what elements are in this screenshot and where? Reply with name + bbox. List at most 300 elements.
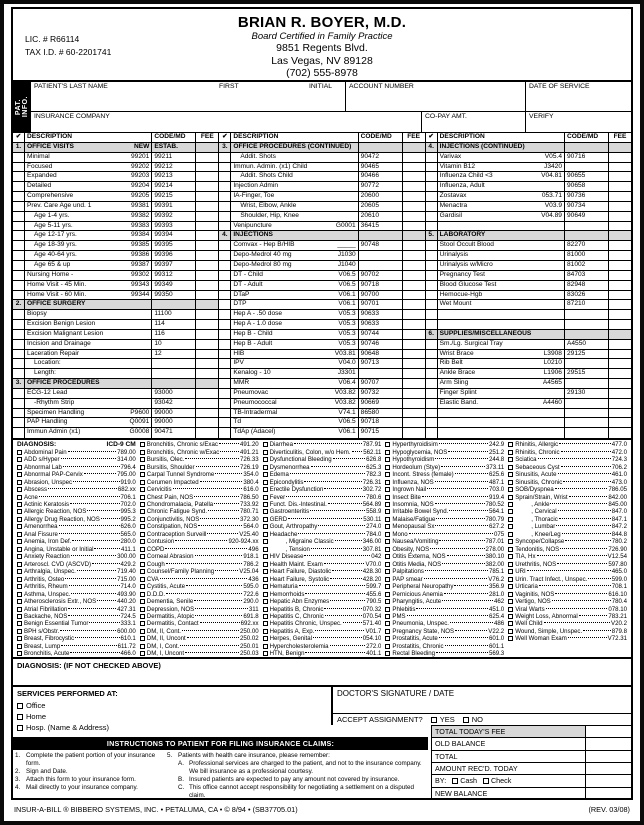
- service-checkbox-cell[interactable]: [219, 359, 231, 368]
- service-checkbox-cell[interactable]: [219, 222, 231, 231]
- service-checkbox-cell[interactable]: [219, 271, 231, 280]
- diagnosis-checkbox[interactable]: [385, 592, 390, 597]
- diagnosis-checkbox[interactable]: [385, 532, 390, 537]
- diagnosis-checkbox[interactable]: [17, 517, 22, 522]
- diagnosis-checkbox[interactable]: [385, 472, 390, 477]
- fee-value-cell[interactable]: [585, 726, 631, 737]
- service-checkbox-cell[interactable]: [219, 192, 231, 201]
- service-fee-cell[interactable]: [403, 212, 425, 221]
- diagnosis-checkbox[interactable]: [263, 539, 268, 544]
- diagnosis-checkbox[interactable]: [17, 532, 22, 537]
- service-checkbox-cell[interactable]: [219, 369, 231, 378]
- service-checkbox-cell[interactable]: [426, 409, 438, 418]
- service-fee-cell[interactable]: [609, 310, 631, 319]
- diagnosis-checkbox[interactable]: [508, 480, 513, 485]
- service-fee-cell[interactable]: [196, 212, 218, 221]
- verify-field[interactable]: [525, 112, 631, 132]
- diagnosis-checkbox[interactable]: [508, 554, 513, 559]
- diagnosis-checkbox[interactable]: [263, 592, 268, 597]
- service-fee-cell[interactable]: [609, 330, 631, 339]
- diagnosis-checkbox[interactable]: [508, 524, 513, 529]
- service-fee-cell[interactable]: [403, 418, 425, 427]
- service-fee-cell[interactable]: [196, 172, 218, 181]
- service-checkbox-cell[interactable]: [426, 271, 438, 280]
- diagnosis-checkbox[interactable]: [385, 495, 390, 500]
- service-fee-cell[interactable]: [403, 330, 425, 339]
- diagnosis-checkbox[interactable]: [17, 472, 22, 477]
- service-checkbox-cell[interactable]: [219, 182, 231, 191]
- diagnosis-checkbox[interactable]: [17, 450, 22, 455]
- diagnosis-checkbox[interactable]: [17, 547, 22, 552]
- diagnosis-checkbox[interactable]: [263, 584, 268, 589]
- diagnosis-checkbox[interactable]: [385, 599, 390, 604]
- payment-method-checkbox[interactable]: [452, 778, 458, 784]
- service-fee-cell[interactable]: [609, 418, 631, 427]
- service-fee-cell[interactable]: [403, 379, 425, 388]
- diagnosis-checkbox[interactable]: [385, 644, 390, 649]
- diagnosis-checkbox[interactable]: [17, 584, 22, 589]
- diagnosis-checkbox[interactable]: [17, 487, 22, 492]
- service-fee-cell[interactable]: [403, 399, 425, 408]
- service-checkbox-cell[interactable]: [13, 271, 25, 280]
- service-checkbox-cell[interactable]: [13, 340, 25, 349]
- location-checkbox[interactable]: [17, 714, 23, 720]
- service-fee-cell[interactable]: [403, 153, 425, 162]
- service-checkbox-cell[interactable]: [219, 261, 231, 270]
- diagnosis-checkbox[interactable]: [263, 651, 268, 656]
- service-fee-cell[interactable]: [196, 300, 218, 309]
- service-checkbox-cell[interactable]: [426, 418, 438, 427]
- diagnosis-checkbox[interactable]: [385, 547, 390, 552]
- diagnosis-checkbox[interactable]: [17, 607, 22, 612]
- fee-value-cell[interactable]: [585, 788, 631, 800]
- diagnosis-checkbox[interactable]: [140, 457, 145, 462]
- diagnosis-checkbox[interactable]: [140, 487, 145, 492]
- service-fee-cell[interactable]: [196, 428, 218, 438]
- diagnosis-checkbox[interactable]: [263, 636, 268, 641]
- service-checkbox-cell[interactable]: [219, 399, 231, 408]
- diagnosis-checkbox[interactable]: [263, 547, 268, 552]
- diagnosis-checkbox[interactable]: [385, 584, 390, 589]
- diagnosis-checkbox[interactable]: [385, 651, 390, 656]
- diagnosis-checkbox[interactable]: [508, 457, 513, 462]
- diagnosis-checkbox[interactable]: [17, 592, 22, 597]
- service-checkbox-cell[interactable]: [219, 379, 231, 388]
- service-checkbox-cell[interactable]: [426, 241, 438, 250]
- service-fee-cell[interactable]: [403, 163, 425, 172]
- diagnosis-checkbox[interactable]: [17, 502, 22, 507]
- service-checkbox-cell[interactable]: [426, 291, 438, 300]
- diagnosis-checkbox[interactable]: [17, 651, 22, 656]
- service-checkbox-cell[interactable]: [219, 251, 231, 260]
- doctor-signature-box[interactable]: [331, 685, 631, 713]
- diagnosis-checkbox[interactable]: [508, 621, 513, 626]
- diagnosis-checkbox[interactable]: [17, 569, 22, 574]
- diagnosis-checkbox[interactable]: [140, 644, 145, 649]
- diagnosis-checkbox[interactable]: [17, 629, 22, 634]
- service-fee-cell[interactable]: [609, 379, 631, 388]
- service-checkbox-cell[interactable]: [426, 350, 438, 359]
- service-checkbox-cell[interactable]: [13, 241, 25, 250]
- diagnosis-checkbox[interactable]: [140, 569, 145, 574]
- service-fee-cell[interactable]: [403, 291, 425, 300]
- diagnosis-checkbox[interactable]: [263, 457, 268, 462]
- service-checkbox-cell[interactable]: [13, 389, 25, 398]
- service-fee-cell[interactable]: [196, 399, 218, 408]
- accept-no-checkbox[interactable]: [463, 717, 469, 723]
- diagnosis-checkbox[interactable]: [140, 509, 145, 514]
- service-fee-cell[interactable]: [196, 369, 218, 378]
- service-checkbox-cell[interactable]: [426, 182, 438, 191]
- diagnosis-checkbox[interactable]: [508, 532, 513, 537]
- service-fee-cell[interactable]: [403, 202, 425, 211]
- diagnosis-checkbox[interactable]: [385, 524, 390, 529]
- diagnosis-checkbox[interactable]: [263, 577, 268, 582]
- fee-value-cell[interactable]: [585, 763, 631, 774]
- diagnosis-checkbox[interactable]: [17, 577, 22, 582]
- diagnosis-checkbox[interactable]: [508, 450, 513, 455]
- service-checkbox-cell[interactable]: [219, 418, 231, 427]
- service-checkbox-cell[interactable]: [219, 428, 231, 438]
- service-fee-cell[interactable]: [196, 163, 218, 172]
- service-checkbox-cell[interactable]: [13, 350, 25, 359]
- diagnosis-checkbox[interactable]: [140, 607, 145, 612]
- service-checkbox-cell[interactable]: [426, 212, 438, 221]
- diagnosis-checkbox[interactable]: [508, 465, 513, 470]
- accept-yes-checkbox[interactable]: [431, 717, 437, 723]
- service-fee-cell[interactable]: [403, 340, 425, 349]
- diagnosis-checkbox[interactable]: [263, 524, 268, 529]
- service-fee-cell[interactable]: [403, 281, 425, 290]
- diagnosis-checkbox[interactable]: [140, 584, 145, 589]
- diagnosis-checkbox[interactable]: [263, 487, 268, 492]
- diagnosis-checkbox[interactable]: [263, 480, 268, 485]
- service-fee-cell[interactable]: [196, 202, 218, 211]
- diagnosis-checkbox[interactable]: [508, 487, 513, 492]
- service-fee-cell[interactable]: [609, 350, 631, 359]
- service-fee-cell[interactable]: [196, 251, 218, 260]
- diagnosis-checkbox[interactable]: [17, 509, 22, 514]
- service-checkbox-cell[interactable]: [426, 251, 438, 260]
- diagnosis-checkbox[interactable]: [263, 532, 268, 537]
- service-checkbox-cell[interactable]: [13, 212, 25, 221]
- service-fee-cell[interactable]: [196, 340, 218, 349]
- payment-method-checkbox[interactable]: [483, 778, 489, 784]
- service-fee-cell[interactable]: [609, 202, 631, 211]
- service-fee-cell[interactable]: [609, 222, 631, 231]
- diagnosis-checkbox[interactable]: [17, 480, 22, 485]
- service-fee-cell[interactable]: [609, 428, 631, 438]
- service-fee-cell[interactable]: [196, 389, 218, 398]
- diagnosis-checkbox[interactable]: [385, 517, 390, 522]
- service-fee-cell[interactable]: [403, 271, 425, 280]
- fee-value-cell[interactable]: [585, 751, 631, 762]
- service-fee-cell[interactable]: [609, 399, 631, 408]
- diagnosis-checkbox[interactable]: [140, 539, 145, 544]
- diagnosis-checkbox[interactable]: [508, 577, 513, 582]
- account-number-field[interactable]: [345, 82, 525, 111]
- service-fee-cell[interactable]: [609, 320, 631, 329]
- service-checkbox-cell[interactable]: [426, 379, 438, 388]
- service-fee-cell[interactable]: [196, 281, 218, 290]
- service-checkbox-cell[interactable]: [219, 409, 231, 418]
- service-checkbox-cell[interactable]: [13, 330, 25, 339]
- diagnosis-checkbox[interactable]: [263, 614, 268, 619]
- service-fee-cell[interactable]: [609, 192, 631, 201]
- service-checkbox-cell[interactable]: [219, 172, 231, 181]
- diagnosis-checkbox[interactable]: [385, 442, 390, 447]
- diagnosis-checkbox[interactable]: [140, 495, 145, 500]
- service-fee-cell[interactable]: [196, 153, 218, 162]
- diagnosis-checkbox[interactable]: [263, 502, 268, 507]
- service-checkbox-cell[interactable]: [426, 281, 438, 290]
- diagnosis-checkbox[interactable]: [140, 480, 145, 485]
- service-fee-cell[interactable]: [609, 359, 631, 368]
- service-fee-cell[interactable]: [609, 291, 631, 300]
- diagnosis-checkbox[interactable]: [140, 472, 145, 477]
- diagnosis-checkbox[interactable]: [508, 539, 513, 544]
- diagnosis-checkbox[interactable]: [140, 547, 145, 552]
- service-checkbox-cell[interactable]: [426, 222, 438, 231]
- service-checkbox-cell[interactable]: [426, 172, 438, 181]
- service-checkbox-cell[interactable]: [13, 251, 25, 260]
- service-checkbox-cell[interactable]: [219, 291, 231, 300]
- service-fee-cell[interactable]: [609, 271, 631, 280]
- service-checkbox-cell[interactable]: [219, 153, 231, 162]
- diagnosis-checkbox[interactable]: [17, 636, 22, 641]
- diagnosis-checkbox[interactable]: [140, 614, 145, 619]
- service-checkbox-cell[interactable]: [13, 291, 25, 300]
- service-fee-cell[interactable]: [196, 241, 218, 250]
- service-fee-cell[interactable]: [196, 291, 218, 300]
- service-checkbox-cell[interactable]: [426, 261, 438, 270]
- service-fee-cell[interactable]: [196, 359, 218, 368]
- diagnosis-checkbox[interactable]: [263, 450, 268, 455]
- diagnosis-checkbox[interactable]: [17, 465, 22, 470]
- date-of-service-field[interactable]: [525, 82, 631, 111]
- service-checkbox-cell[interactable]: [13, 192, 25, 201]
- diagnosis-checkbox[interactable]: [263, 554, 268, 559]
- service-checkbox-cell[interactable]: [426, 428, 438, 438]
- service-checkbox-cell[interactable]: [426, 340, 438, 349]
- diagnosis-checkbox[interactable]: [140, 517, 145, 522]
- diagnosis-checkbox[interactable]: [385, 487, 390, 492]
- service-checkbox-cell[interactable]: [219, 281, 231, 290]
- diagnosis-checkbox[interactable]: [263, 495, 268, 500]
- diagnosis-checkbox[interactable]: [140, 554, 145, 559]
- diagnosis-checkbox[interactable]: [508, 562, 513, 567]
- service-checkbox-cell[interactable]: [426, 163, 438, 172]
- service-fee-cell[interactable]: [196, 418, 218, 427]
- service-checkbox-cell[interactable]: [426, 369, 438, 378]
- service-checkbox-cell[interactable]: [13, 222, 25, 231]
- service-fee-cell[interactable]: [609, 251, 631, 260]
- diagnosis-checkbox[interactable]: [263, 607, 268, 612]
- service-checkbox-cell[interactable]: [219, 241, 231, 250]
- location-checkbox[interactable]: [17, 725, 23, 731]
- diagnosis-checkbox[interactable]: [508, 592, 513, 597]
- diagnosis-checkbox[interactable]: [508, 442, 513, 447]
- diagnosis-checkbox[interactable]: [140, 577, 145, 582]
- diagnosis-checkbox[interactable]: [385, 465, 390, 470]
- diagnosis-checkbox[interactable]: [385, 629, 390, 634]
- diagnosis-checkbox[interactable]: [508, 569, 513, 574]
- service-fee-cell[interactable]: [196, 271, 218, 280]
- diagnosis-checkbox[interactable]: [508, 547, 513, 552]
- fee-value-cell[interactable]: [585, 775, 631, 786]
- diagnosis-checkbox[interactable]: [17, 562, 22, 567]
- copay-field[interactable]: [421, 112, 525, 132]
- diagnosis-checkbox[interactable]: [508, 509, 513, 514]
- service-fee-cell[interactable]: [403, 320, 425, 329]
- service-checkbox-cell[interactable]: [426, 389, 438, 398]
- service-fee-cell[interactable]: [609, 231, 631, 240]
- service-checkbox-cell[interactable]: [13, 182, 25, 191]
- service-fee-cell[interactable]: [403, 231, 425, 240]
- service-fee-cell[interactable]: [403, 241, 425, 250]
- service-fee-cell[interactable]: [196, 231, 218, 240]
- service-fee-cell[interactable]: [609, 172, 631, 181]
- service-fee-cell[interactable]: [609, 261, 631, 270]
- diagnosis-checkbox[interactable]: [263, 644, 268, 649]
- service-checkbox-cell[interactable]: [13, 399, 25, 408]
- service-checkbox-cell[interactable]: [426, 359, 438, 368]
- diagnosis-checkbox[interactable]: [385, 614, 390, 619]
- diagnosis-checkbox[interactable]: [385, 607, 390, 612]
- diagnosis-checkbox[interactable]: [140, 465, 145, 470]
- service-fee-cell[interactable]: [403, 251, 425, 260]
- diagnosis-checkbox[interactable]: [140, 524, 145, 529]
- service-fee-cell[interactable]: [196, 320, 218, 329]
- fee-value-cell[interactable]: [585, 738, 631, 749]
- diagnosis-checkbox[interactable]: [508, 607, 513, 612]
- diagnosis-checkbox[interactable]: [385, 636, 390, 641]
- service-checkbox-cell[interactable]: [219, 330, 231, 339]
- service-fee-cell[interactable]: [609, 182, 631, 191]
- service-fee-cell[interactable]: [403, 261, 425, 270]
- diagnosis-checkbox[interactable]: [508, 599, 513, 604]
- service-fee-cell[interactable]: [609, 369, 631, 378]
- service-fee-cell[interactable]: [609, 241, 631, 250]
- diagnosis-checkbox[interactable]: [263, 629, 268, 634]
- diagnosis-checkbox[interactable]: [263, 509, 268, 514]
- diagnosis-checkbox[interactable]: [140, 502, 145, 507]
- diagnosis-checkbox[interactable]: [140, 532, 145, 537]
- insurance-company-field[interactable]: [31, 112, 421, 132]
- diagnosis-checkbox[interactable]: [140, 450, 145, 455]
- service-fee-cell[interactable]: [196, 261, 218, 270]
- diagnosis-checkbox[interactable]: [263, 562, 268, 567]
- service-checkbox-cell[interactable]: [426, 192, 438, 201]
- diagnosis-checkbox[interactable]: [263, 472, 268, 477]
- diagnosis-checkbox[interactable]: [17, 614, 22, 619]
- diagnosis-checkbox[interactable]: [385, 509, 390, 514]
- diagnosis-checkbox[interactable]: [263, 442, 268, 447]
- service-fee-cell[interactable]: [196, 182, 218, 191]
- diagnosis-checkbox[interactable]: [385, 450, 390, 455]
- service-checkbox-cell[interactable]: [13, 261, 25, 270]
- service-checkbox-cell[interactable]: [13, 172, 25, 181]
- diagnosis-checkbox[interactable]: [385, 457, 390, 462]
- diagnosis-checkbox[interactable]: [140, 636, 145, 641]
- service-fee-cell[interactable]: [609, 163, 631, 172]
- diagnosis-checkbox[interactable]: [385, 569, 390, 574]
- service-fee-cell[interactable]: [403, 350, 425, 359]
- diagnosis-checkbox[interactable]: [140, 651, 145, 656]
- diagnosis-checkbox[interactable]: [17, 621, 22, 626]
- service-checkbox-cell[interactable]: [13, 409, 25, 418]
- diagnosis-checkbox[interactable]: [17, 599, 22, 604]
- diagnosis-checkbox[interactable]: [17, 539, 22, 544]
- location-checkbox[interactable]: [17, 703, 23, 709]
- diagnosis-checkbox[interactable]: [508, 584, 513, 589]
- service-fee-cell[interactable]: [609, 153, 631, 162]
- diagnosis-checkbox[interactable]: [17, 495, 22, 500]
- diagnosis-checkbox[interactable]: [508, 636, 513, 641]
- diagnosis-checkbox[interactable]: [508, 472, 513, 477]
- service-checkbox-cell[interactable]: [219, 310, 231, 319]
- diagnosis-checkbox[interactable]: [140, 562, 145, 567]
- service-checkbox-cell[interactable]: [219, 202, 231, 211]
- service-checkbox-cell[interactable]: [13, 310, 25, 319]
- diagnosis-checkbox[interactable]: [263, 599, 268, 604]
- diagnosis-checkbox[interactable]: [140, 442, 145, 447]
- service-fee-cell[interactable]: [196, 310, 218, 319]
- diagnosis-checkbox[interactable]: [140, 621, 145, 626]
- service-fee-cell[interactable]: [609, 143, 631, 152]
- service-checkbox-cell[interactable]: [426, 153, 438, 162]
- diagnosis-checkbox[interactable]: [17, 457, 22, 462]
- diagnosis-checkbox[interactable]: [385, 621, 390, 626]
- service-fee-cell[interactable]: [403, 192, 425, 201]
- service-checkbox-cell[interactable]: [219, 212, 231, 221]
- diagnosis-checkbox[interactable]: [140, 592, 145, 597]
- service-fee-cell[interactable]: [403, 172, 425, 181]
- diagnosis-checkbox[interactable]: [385, 562, 390, 567]
- service-checkbox-cell[interactable]: [426, 320, 438, 329]
- service-fee-cell[interactable]: [403, 359, 425, 368]
- service-fee-cell[interactable]: [403, 310, 425, 319]
- diagnosis-checkbox[interactable]: [17, 554, 22, 559]
- service-fee-cell[interactable]: [403, 300, 425, 309]
- service-checkbox-cell[interactable]: [426, 202, 438, 211]
- service-checkbox-cell[interactable]: [219, 389, 231, 398]
- diagnosis-checkbox[interactable]: [385, 480, 390, 485]
- service-checkbox-cell[interactable]: [219, 340, 231, 349]
- service-fee-cell[interactable]: [609, 212, 631, 221]
- service-fee-cell[interactable]: [196, 409, 218, 418]
- service-checkbox-cell[interactable]: [219, 320, 231, 329]
- service-checkbox-cell[interactable]: [13, 359, 25, 368]
- service-fee-cell[interactable]: [196, 222, 218, 231]
- service-fee-cell[interactable]: [609, 281, 631, 290]
- diagnosis-checkbox[interactable]: [17, 524, 22, 529]
- service-fee-cell[interactable]: [196, 143, 218, 152]
- service-fee-cell[interactable]: [196, 379, 218, 388]
- diagnosis-checkbox[interactable]: [385, 554, 390, 559]
- service-checkbox-cell[interactable]: [426, 399, 438, 408]
- service-checkbox-cell[interactable]: [13, 153, 25, 162]
- service-checkbox-cell[interactable]: [13, 428, 25, 438]
- service-fee-cell[interactable]: [403, 409, 425, 418]
- service-fee-cell[interactable]: [609, 300, 631, 309]
- diagnosis-checkbox[interactable]: [263, 465, 268, 470]
- service-fee-cell[interactable]: [403, 389, 425, 398]
- service-checkbox-cell[interactable]: [13, 369, 25, 378]
- service-fee-cell[interactable]: [403, 369, 425, 378]
- service-checkbox-cell[interactable]: [219, 350, 231, 359]
- diagnosis-checkbox[interactable]: [263, 621, 268, 626]
